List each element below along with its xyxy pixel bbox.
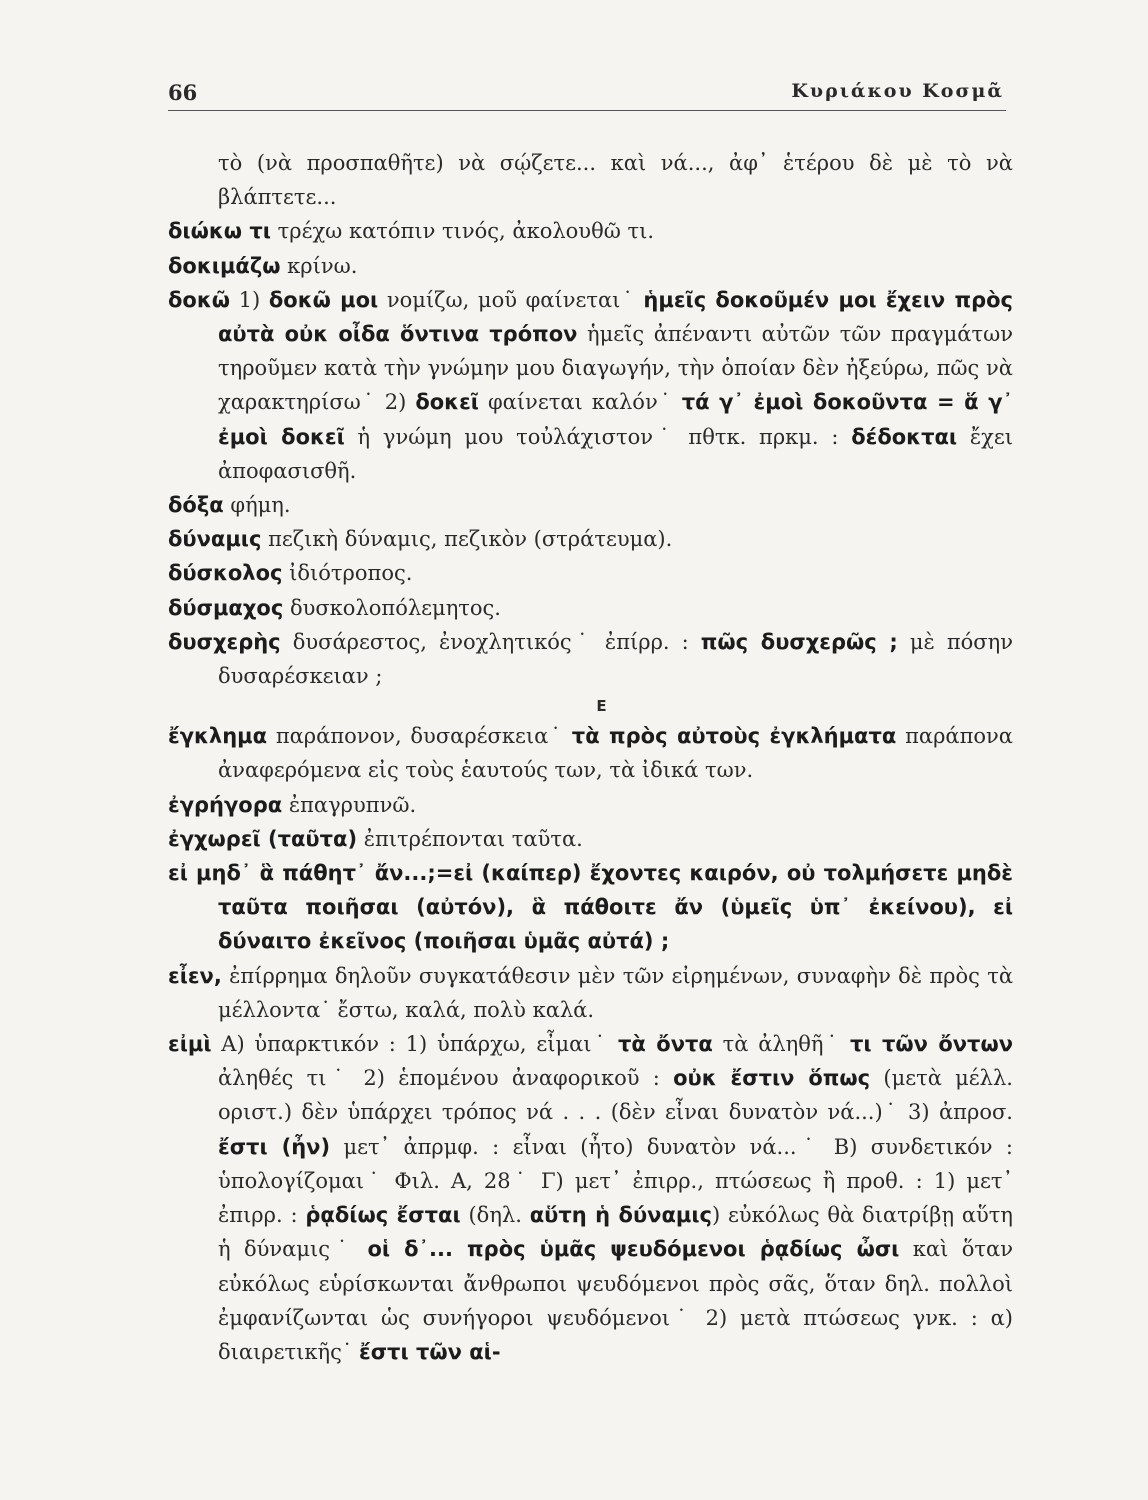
lemma: δύσμαχος [168, 595, 284, 620]
lemma: εἶεν, [168, 963, 222, 988]
entry-ei-med [168, 856, 1013, 959]
entry-dyscheres: δυσχερὴς δυσάρεστος, ἐνοχλητικός˙ ἐπίρρ. : πῶς δυσχερῶς ; μὲ πόσην δυσαρέσκειαν ; [168, 629, 1013, 689]
entry-eien: εἶεν, ἐπίρρημα δηλοῦν συγκατάθεσιν μὲν τῶν εἰρημένων, συναφὴν δὲ πρὸς τὰ μέλλοντα˙ ἔστω, καλά, πολὺ καλά. [168, 963, 1013, 1022]
entry-dokw: δοκῶ 1) δοκῶ μοι νομίζω, μοῦ φαίνεται˙ ἡμεῖς δοκοῦμέν μοι ἔχειν πρὸς αὐτὰ οὐκ οἶδα ὅντινα τρόπον ἡμεῖς ἀπέναντι αὐτῶν τῶν πραγμάτων τηροῦμεν κατὰ τὴν γνώμην μου διαγωγήν, τὴν ὁποίαν δὲν ἠξεύρω, πῶς νὰ χαρακτηρίσω˙ 2) δοκεῖ φαίνεται καλόν˙ τά γ᾽ ἐμοὶ δοκοῦντα = ἅ γ᾽ ἐμοὶ δοκεῖ ἡ γνώμη μου τοὐλάχιστον˙ πθτκ. πρκμ. : δέδοκται ἔχει ἀποφασισθῆ. [168, 287, 1014, 483]
lemma: ἔγκλημα [168, 724, 268, 749]
entry-dokimazw: δοκιμάζω κρίνω. [168, 253, 358, 278]
running-head: Κυριάκου Κοσμᾶ [791, 80, 1004, 102]
lemma: εἰ μηδ᾽ ἃ πάθητ᾽ ἄν...;=εἰ (καίπερ) ἔχοντες καιρόν, οὐ τολμήσετε μηδὲ ταῦτα ποιῆσαι (αὐτόν), ἃ πάθοιτε ἄν (ὑμεῖς ὑπ᾽ ἐκείνου), εἰ δύναιτο ἐκεῖνος (ποιῆσαι ὑμᾶς αὐτά) ; [168, 861, 1013, 954]
page-number: 66 [168, 80, 198, 105]
entry-eimi: εἰμὶ Α) ὑπαρκτικόν : 1) ὑπάρχω, εἶμαι˙ τὰ ὄντα τὰ ἀληθῆ˙ τι τῶν ὄντων ἀληθές τι˙ 2) ἑπομένου ἀναφορικοῦ : οὐκ ἔστιν ὅπως (μετὰ μέλλ. οριστ.) δὲν ὑπάρχει τρόπος νά . . . (δὲν εἶναι δυνατὸν νά...)˙ 3) ἀπροσ. ἔστι (ἦν) μετ᾽ ἀπρμφ. : εἶναι (ἦτο) δυνατὸν νά...˙ Β) συνδετικόν : ὑπολογίζομαι˙ Φιλ. Α, 28˙ Γ) μετ᾽ ἐπιρρ., πτώσεως ἢ προθ. : 1) μετ᾽ ἐπιρρ. : ῥᾳδίως ἔσται (δηλ. αὕτη ἡ δύναμις) εὐκόλως θὰ διατρίβῃ αὕτη ἡ δύναμις˙ οἱ δ᾽... πρὸς ὑμᾶς ψευδόμενοι ῥᾳδίως ὦσι καὶ ὅταν εὐκόλως εὑρίσκωνται ἄνθρωποι ψευδόμενοι πρὸς σᾶς, ὅταν δηλ. πολλοὶ ἐμφανίζωνται ὡς συνήγοροι ψευδόμενοι˙ 2) μετὰ πτώσεως γνκ. : α) διαιρετικῆς˙ ἔστι τῶν αἱ- [168, 1032, 1014, 1364]
entry-diokw: διώκω τι τρέχω κατόπιν τινός, ἀκολουθῶ τι. [168, 219, 655, 244]
entry-dyskolos: δύσκολος ἰδιότροπος. [168, 561, 413, 586]
lemma: δοκιμάζω [168, 253, 281, 278]
lemma: δύναμις [168, 527, 262, 552]
lemma: ἐγρήγορα [168, 792, 283, 817]
lemma: δύσκολος [168, 561, 283, 586]
entry-egklema: ἔγκλημα παράπονον, δυσαρέσκεια˙ τὰ πρὸς αὐτοὺς ἐγκλήματα παράπονα ἀναφερόμενα εἰς τοὺς ἑαυτούς των, τὰ ἰδικά των. [168, 724, 1013, 783]
entry-dynamis: δύναμις πεζικὴ δύναμις, πεζικὸν (στράτευμα). [168, 527, 673, 552]
lemma: διώκω τι [168, 219, 271, 244]
page-body [168, 146, 1013, 1369]
entry-dysmachos: δύσμαχος δυσκολοπόλεμητος. [168, 595, 501, 620]
entry-egchorei: ἐγχωρεῖ (ταῦτα) ἐπιτρέπονται ταῦτα. [168, 826, 583, 851]
entry-egregora: ἐγρήγορα ἐπαγρυπνῶ. [168, 792, 417, 817]
entry-continuation: τὸ (νὰ προσπαθῆτε) νὰ σῴζετε... καὶ νά..., ἀφ᾽ ἑτέρου δὲ μὲ τὸ νὰ βλάπτετε... [218, 151, 1013, 210]
lemma: εἰμὶ [168, 1032, 212, 1057]
section-letter: Ε [596, 697, 607, 716]
lemma: ἐγχωρεῖ (ταῦτα) [168, 826, 358, 851]
lemma: δόξα [168, 493, 224, 518]
lemma: δυσχερὴς [168, 629, 281, 654]
lemma: δοκῶ [168, 287, 231, 312]
entry-doxa: δόξα φήμη. [168, 493, 291, 518]
page-header [168, 80, 1006, 111]
